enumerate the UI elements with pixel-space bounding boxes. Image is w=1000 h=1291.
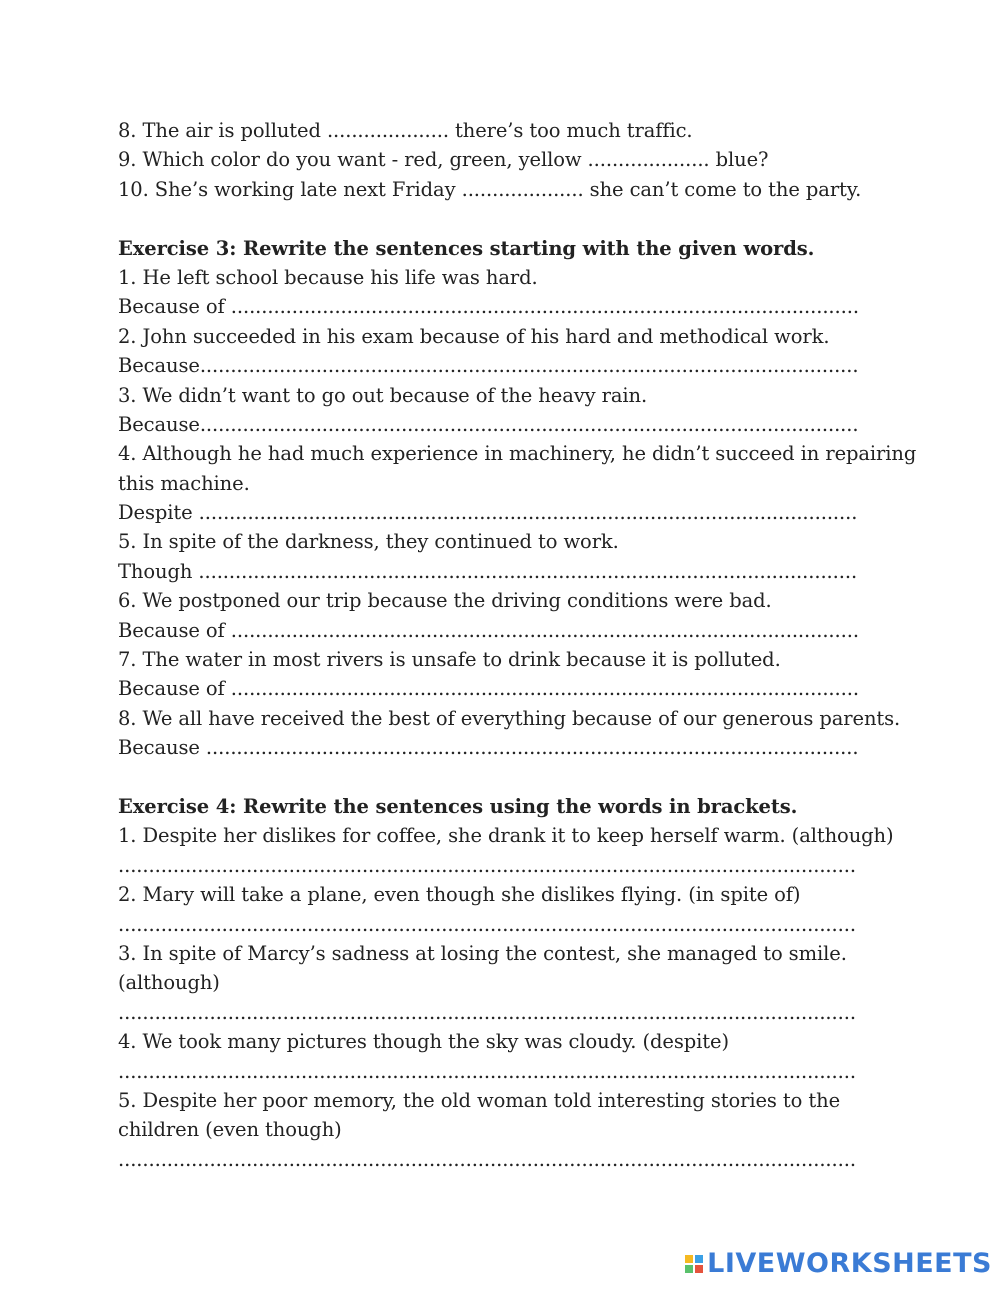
ex4-line: 1. Despite her dislikes for coffee, she drank it to keep herself warm. (although) (118, 824, 894, 848)
logo-block (685, 1265, 693, 1273)
ex3-answer-line[interactable]: Though ............................................................................................................ (118, 559, 858, 583)
ex4-answer-line[interactable]: ......................................................................................................................... (118, 1059, 856, 1083)
ex4-line: (although) (118, 971, 220, 995)
logo-block (695, 1255, 703, 1263)
logo-block (695, 1265, 703, 1273)
ex3-answer-line[interactable]: Despite ............................................................................................................ (118, 501, 858, 525)
ex3-line: 6. We postponed our trip because the driving conditions were bad. (118, 589, 772, 613)
ex2-line: 9. Which color do you want - red, green, yellow .................... blue? (118, 148, 769, 172)
ex3-line: this machine. (118, 471, 250, 495)
logo-block (685, 1255, 693, 1263)
ex2-line: 8. The air is polluted .................... there’s too much traffic. (118, 119, 693, 142)
ex3-answer-line[interactable]: Because of ....................................................................................................... (118, 677, 859, 701)
ex3-answer-line[interactable]: Because ........................................................................................................... (118, 736, 859, 760)
ex4-answer-line[interactable]: ......................................................................................................................... (118, 1147, 856, 1171)
ex4-line: 3. In spite of Marcy’s sadness at losing the contest, she managed to smile. (118, 941, 847, 965)
logo-text: LIVEWORKSHEETS (707, 1248, 992, 1279)
ex4-answer-line[interactable]: ......................................................................................................................... (118, 853, 856, 877)
ex3-line: 5. In spite of the darkness, they continued to work. (118, 530, 619, 554)
ex4-line: children (even though) (118, 1118, 342, 1142)
ex2-line: 10. She’s working late next Friday .................... she can’t come to the party. (118, 177, 862, 201)
ex3-answer-line[interactable]: Because............................................................................................................ (118, 354, 859, 378)
ex4-line: 2. Mary will take a plane, even though she dislikes flying. (in spite of) (118, 883, 801, 907)
ex3-answer-line[interactable]: Because of ....................................................................................................... (118, 618, 859, 642)
ex3-line: 7. The water in most rivers is unsafe to drink because it is polluted. (118, 648, 781, 672)
ex3-answer-line[interactable]: Because of ....................................................................................................... (118, 295, 859, 319)
worksheet-page (118, 116, 917, 1174)
logo-blocks-icon (685, 1255, 703, 1273)
ex4-answer-line[interactable]: ......................................................................................................................... (118, 1000, 856, 1024)
liveworksheets-logo (685, 1248, 992, 1279)
exercise3-heading: Exercise 3: Rewrite the sentences starting with the given words. (118, 236, 815, 260)
ex3-line: 8. We all have received the best of everything because of our generous parents. (118, 706, 901, 730)
ex3-answer-line[interactable]: Because............................................................................................................ (118, 412, 859, 436)
ex4-line: 4. We took many pictures though the sky was cloudy. (despite) (118, 1030, 729, 1054)
ex3-line: 4. Although he had much experience in machinery, he didn’t succeed in repairing (118, 442, 917, 466)
ex3-line: 3. We didn’t want to go out because of the heavy rain. (118, 383, 648, 407)
ex3-line: 1. He left school because his life was hard. (118, 265, 538, 289)
ex3-line: 2. John succeeded in his exam because of his hard and methodical work. (118, 324, 830, 348)
exercise4-heading: Exercise 4: Rewrite the sentences using the words in brackets. (118, 794, 798, 818)
ex4-answer-line[interactable]: ......................................................................................................................... (118, 912, 856, 936)
ex4-line: 5. Despite her poor memory, the old woman told interesting stories to the (118, 1088, 841, 1112)
